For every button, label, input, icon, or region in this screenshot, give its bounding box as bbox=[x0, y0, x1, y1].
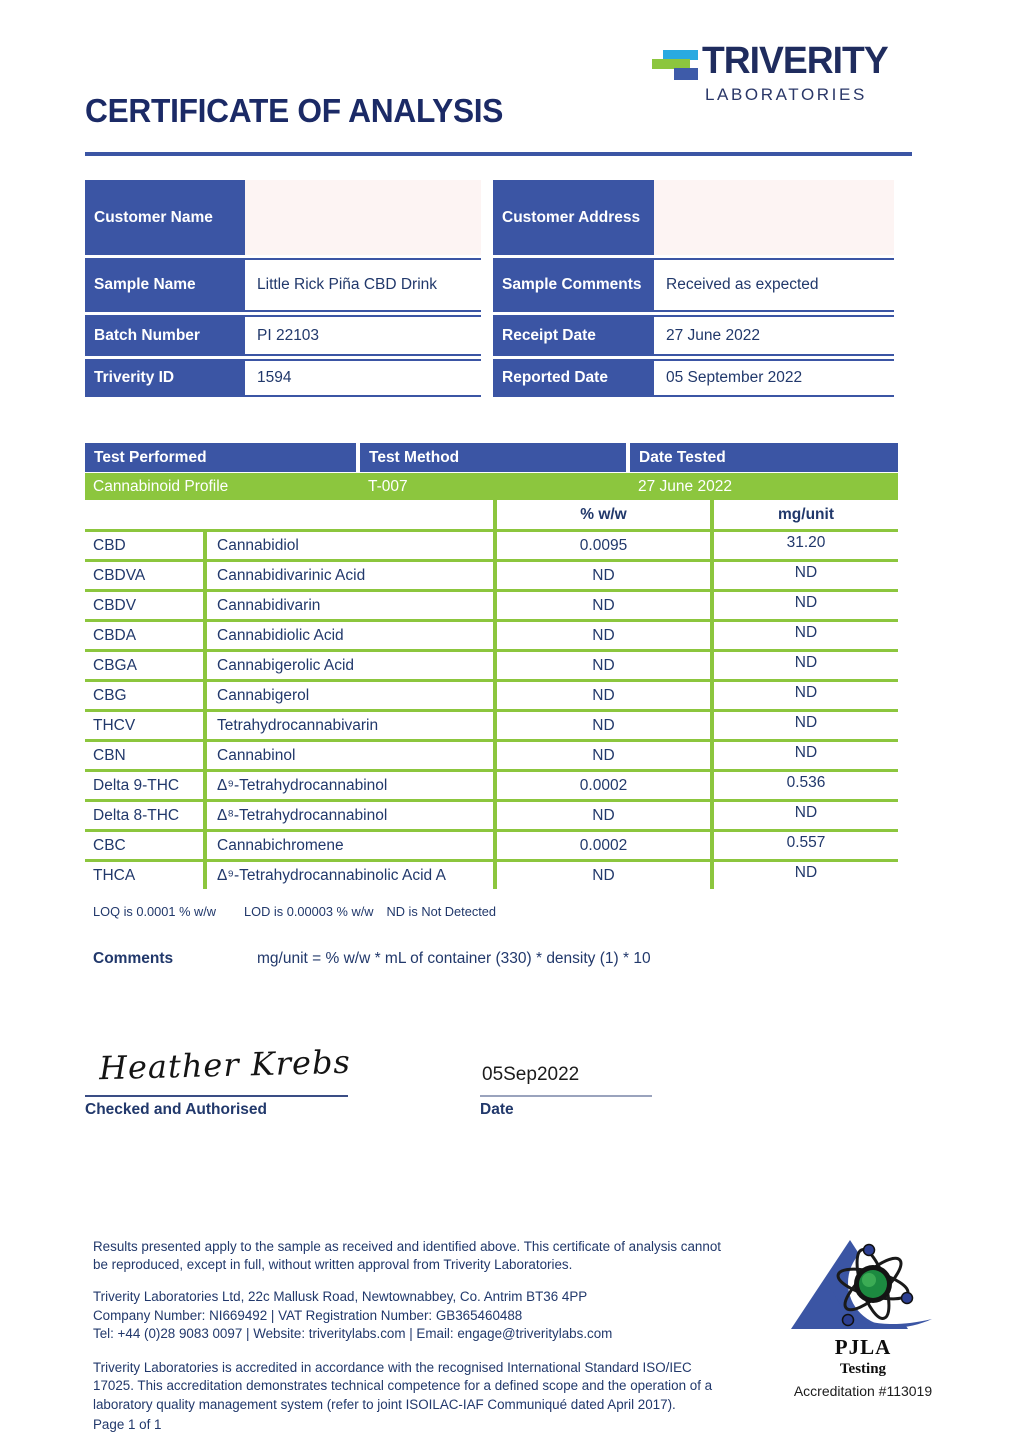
result-percent-ww: ND bbox=[592, 656, 615, 674]
result-percent-ww: ND bbox=[592, 866, 615, 884]
result-mg-unit: ND bbox=[794, 563, 818, 581]
result-abbreviation: THCV bbox=[93, 716, 136, 734]
info-value: Received as expected bbox=[654, 258, 894, 312]
result-percent-ww: ND bbox=[592, 686, 615, 704]
footer bbox=[93, 1238, 733, 1434]
result-mg-unit: ND bbox=[794, 713, 818, 731]
date-line bbox=[480, 1095, 652, 1097]
info-value: 27 June 2022 bbox=[654, 315, 894, 356]
results-rows bbox=[85, 532, 898, 889]
result-abbreviation: CBG bbox=[93, 686, 127, 704]
signature-date-value: 05Sep2022 bbox=[482, 1064, 580, 1085]
result-row bbox=[85, 862, 898, 889]
pjla-subtitle: Testing bbox=[839, 1361, 887, 1377]
footer-company-block bbox=[93, 1288, 733, 1343]
result-row bbox=[85, 532, 898, 562]
date-label: Date bbox=[480, 1101, 514, 1118]
result-abbreviation: CBGA bbox=[93, 656, 137, 674]
info-label: Customer Address bbox=[493, 180, 654, 255]
result-mg-unit: ND bbox=[794, 743, 818, 761]
test-summary-row bbox=[85, 473, 898, 500]
brand-name: TRIVERITY bbox=[702, 40, 888, 82]
info-label: Sample Name bbox=[85, 258, 245, 312]
info-column-gap bbox=[481, 258, 493, 312]
detection-footnote bbox=[93, 904, 496, 919]
result-compound-name: Cannabichromene bbox=[217, 836, 344, 854]
unit-header-mg: mg/unit bbox=[778, 505, 834, 523]
footer-disclaimer: Results presented apply to the sample as received and identified above. This certificate of analysis cannot be reproduced, except in full, without written approval from Triverity Laboratories. bbox=[93, 1239, 721, 1273]
result-row bbox=[85, 802, 898, 832]
result-row bbox=[85, 712, 898, 742]
unit-header-row bbox=[85, 500, 898, 532]
footer-accreditation-text: Triverity Laboratories is accredited in accordance with the recognised International Standard ISO/IEC 17025. This accreditation demonstrates technical competence for a defined scope and the operation of a laboratory quality management system (refer to joint ISOILAC-IAF Communiqué dated April 2017). bbox=[93, 1360, 713, 1412]
result-abbreviation: CBC bbox=[93, 836, 126, 854]
result-mg-unit: 0.536 bbox=[786, 773, 826, 791]
result-percent-ww: 0.0002 bbox=[579, 836, 628, 854]
info-column-gap bbox=[481, 180, 493, 255]
result-mg-unit: ND bbox=[794, 683, 818, 701]
info-value: Little Rick Piña CBD Drink bbox=[245, 258, 481, 312]
result-mg-unit: 0.557 bbox=[786, 833, 826, 851]
pjla-accreditation-number: Accreditation #113019 bbox=[793, 1383, 933, 1399]
info-value: PI 22103 bbox=[245, 315, 481, 356]
info-value: 1594 bbox=[245, 359, 481, 397]
result-percent-ww: 0.0002 bbox=[579, 776, 628, 794]
result-abbreviation: CBDVA bbox=[93, 566, 146, 584]
unit-header-percent: % w/w bbox=[580, 505, 627, 523]
signature-handwriting: Heather Krebs bbox=[98, 1042, 352, 1088]
result-abbreviation: Delta 9-THC bbox=[93, 776, 180, 794]
logo-bar-blue bbox=[674, 68, 698, 80]
result-percent-ww: ND bbox=[592, 626, 615, 644]
result-row bbox=[85, 622, 898, 652]
info-column-gap bbox=[481, 315, 493, 356]
result-compound-name: Cannabidiolic Acid bbox=[217, 626, 344, 644]
result-mg-unit: 31.20 bbox=[786, 533, 826, 551]
comments-label: Comments bbox=[93, 950, 174, 967]
comments-section bbox=[93, 950, 651, 968]
info-value bbox=[245, 180, 481, 255]
pjla-accreditation-mark bbox=[781, 1237, 945, 1399]
result-percent-ww: ND bbox=[592, 596, 615, 614]
result-row bbox=[85, 592, 898, 622]
loq-note: LOQ is 0.0001 % w/w bbox=[93, 904, 217, 919]
page-number: Page 1 of 1 bbox=[93, 1416, 162, 1432]
footer-company-number: Company Number: NI669492 | VAT Registration Number: GB365460488 bbox=[93, 1307, 523, 1323]
nd-note: ND is Not Detected bbox=[386, 904, 497, 919]
result-compound-name: Cannabidivarin bbox=[217, 596, 321, 614]
result-compound-name: Cannabidiol bbox=[217, 536, 299, 554]
result-compound-name: Δ⁹-Tetrahydrocannabinolic Acid A bbox=[217, 866, 446, 884]
footer-address: Triverity Laboratories Ltd, 22c Mallusk Road, Newtownabbey, Co. Antrim BT36 4PP bbox=[93, 1289, 588, 1305]
pjla-name: PJLA bbox=[834, 1335, 892, 1359]
comments-text: mg/unit = % w/w * mL of container (330) * density (1) * 10 bbox=[257, 950, 651, 967]
signature-line bbox=[85, 1095, 348, 1097]
info-label: Triverity ID bbox=[85, 359, 245, 397]
pjla-logo-graphic bbox=[788, 1237, 938, 1333]
result-compound-name: Δ⁹-Tetrahydrocannabinol bbox=[217, 776, 388, 794]
info-label: Sample Comments bbox=[493, 258, 654, 312]
info-value: 05 September 2022 bbox=[654, 359, 894, 397]
info-label: Customer Name bbox=[85, 180, 245, 255]
title-divider bbox=[85, 152, 912, 156]
column-test-performed: Test Performed bbox=[85, 443, 356, 472]
lod-note: LOD is 0.00003 % w/w bbox=[244, 904, 374, 919]
footer-contact: Tel: +44 (0)28 9083 0097 | Website: triveritylabs.com | Email: engage@triveritylabs.com bbox=[93, 1325, 613, 1341]
result-mg-unit: ND bbox=[794, 803, 818, 821]
result-abbreviation: THCA bbox=[93, 866, 136, 884]
page-title: CERTIFICATE OF ANALYSIS bbox=[85, 92, 504, 129]
result-mg-unit: ND bbox=[794, 653, 818, 671]
result-row bbox=[85, 832, 898, 862]
result-compound-name: Cannabigerol bbox=[217, 686, 310, 704]
info-label: Receipt Date bbox=[493, 315, 654, 356]
column-test-method: Test Method bbox=[360, 443, 626, 472]
result-abbreviation: CBD bbox=[93, 536, 126, 554]
info-column-gap bbox=[481, 359, 493, 397]
result-abbreviation: CBDV bbox=[93, 596, 137, 614]
result-row bbox=[85, 742, 898, 772]
result-percent-ww: ND bbox=[592, 806, 615, 824]
test-date: 27 June 2022 bbox=[638, 477, 732, 495]
test-method: T-007 bbox=[368, 477, 408, 495]
signature-role-label: Checked and Authorised bbox=[85, 1101, 268, 1118]
result-percent-ww: 0.0095 bbox=[579, 536, 628, 554]
result-mg-unit: ND bbox=[794, 593, 818, 611]
results-table bbox=[85, 443, 898, 889]
info-value bbox=[654, 180, 894, 255]
result-row bbox=[85, 652, 898, 682]
brand-subtitle: LABORATORIES bbox=[705, 85, 867, 104]
result-abbreviation: CBN bbox=[93, 746, 126, 764]
result-compound-name: Tetrahydrocannabivarin bbox=[217, 716, 379, 734]
result-compound-name: Δ⁸-Tetrahydrocannabinol bbox=[217, 806, 388, 824]
info-label: Reported Date bbox=[493, 359, 654, 397]
results-table-header bbox=[85, 443, 898, 472]
result-compound-name: Cannabigerolic Acid bbox=[217, 656, 355, 674]
result-percent-ww: ND bbox=[592, 746, 615, 764]
triverity-logo bbox=[648, 38, 928, 118]
signature-block bbox=[85, 1042, 685, 1136]
result-compound-name: Cannabidivarinic Acid bbox=[217, 566, 366, 584]
result-row bbox=[85, 562, 898, 592]
result-percent-ww: ND bbox=[592, 716, 615, 734]
result-abbreviation: CBDA bbox=[93, 626, 137, 644]
result-abbreviation: Delta 8-THC bbox=[93, 806, 180, 824]
result-compound-name: Cannabinol bbox=[217, 746, 296, 764]
test-name: Cannabinoid Profile bbox=[93, 477, 229, 495]
result-percent-ww: ND bbox=[592, 566, 615, 584]
column-date-tested: Date Tested bbox=[630, 443, 898, 472]
result-row bbox=[85, 772, 898, 802]
sample-info-table bbox=[85, 180, 894, 397]
info-label: Batch Number bbox=[85, 315, 245, 356]
result-mg-unit: ND bbox=[794, 623, 818, 641]
result-row bbox=[85, 682, 898, 712]
result-mg-unit: ND bbox=[794, 863, 818, 881]
unit-header-spacer bbox=[85, 500, 493, 529]
